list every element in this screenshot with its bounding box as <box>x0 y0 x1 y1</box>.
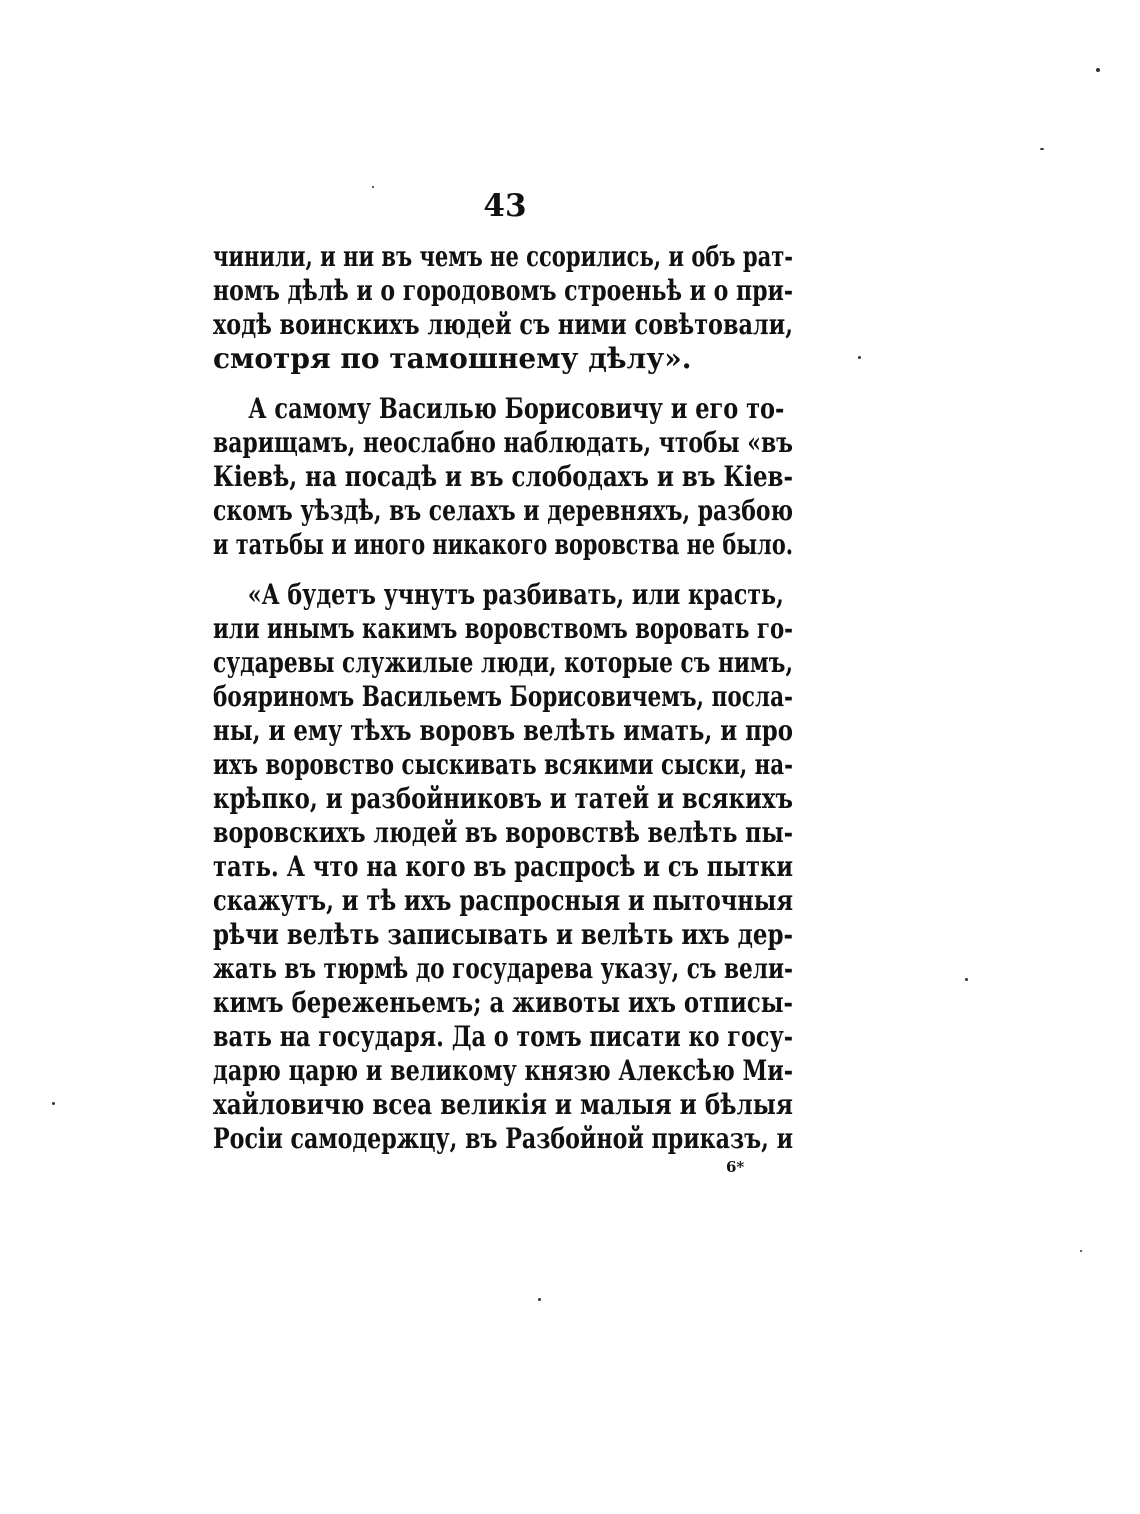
scan-speck <box>538 1298 541 1301</box>
paragraph <box>213 578 793 1156</box>
text-line: кимъ береженьемъ; а животы ихъ отписы- <box>213 986 793 1019</box>
paragraph <box>213 392 793 562</box>
text-line: дарю царю и великому князю Алексѣю Ми- <box>213 1054 793 1087</box>
scan-speck <box>1080 1250 1082 1252</box>
text-line: чинили, и ни въ чемъ не ссорились, и объ рат- <box>213 240 793 273</box>
text-line: ходѣ воинскихъ людей съ ними совѣтовали, <box>213 308 793 341</box>
text-line: ихъ воровство сыскивать всякими сыски, на- <box>213 748 793 781</box>
scan-speck <box>965 978 968 981</box>
text-line: тать. А что на кого въ распросѣ и съ пытки <box>213 850 793 883</box>
text-line: воровскихъ людей въ воровствѣ велѣть пы- <box>213 816 793 849</box>
text-line: Росіи самодержцу, въ Разбойной приказъ, и <box>213 1122 793 1155</box>
text-line: ны, и ему тѣхъ воровъ велѣть имать, и про <box>213 714 793 747</box>
page-number: 43 <box>483 188 527 224</box>
text-line: Кіевѣ, на посадѣ и въ слободахъ и въ Кіев- <box>213 460 793 493</box>
text-line: смотря по тамошнему дѣлу». <box>213 342 692 375</box>
scan-speck <box>858 356 861 359</box>
scan-speck <box>1096 68 1100 72</box>
text-line: сударевы служилые люди, которые съ нимъ, <box>213 646 793 679</box>
scan-speck <box>372 186 374 188</box>
printer-signature-mark: 6* <box>726 1158 745 1176</box>
body-text <box>213 240 793 1156</box>
text-line: жать въ тюрмѣ до государева указу, съ вели- <box>213 952 793 985</box>
text-line: номъ дѣлѣ и о городовомъ строеньѣ и о при- <box>213 274 793 307</box>
text-line: скомъ уѣздѣ, въ селахъ и деревняхъ, разбою <box>213 494 793 527</box>
text-line: «А будетъ учнутъ разбивать, или красть, <box>247 578 784 611</box>
text-line: бояриномъ Васильемъ Борисовичемъ, посла- <box>213 680 793 713</box>
text-line: рѣчи велѣть записывать и велѣть ихъ дер- <box>213 918 793 951</box>
text-line: или инымъ какимъ воровствомъ воровать го- <box>213 612 793 645</box>
text-line: вать на государя. Да о томъ писати ко госу- <box>213 1020 793 1053</box>
text-line: хайловичю всеа великія и малыя и бѣлыя <box>213 1088 793 1121</box>
text-line: и татьбы и иного никакого воровства не было. <box>213 528 793 561</box>
text-line: варищамъ, неослабно наблюдать, чтобы «въ <box>213 426 793 459</box>
text-line: крѣпко, и разбойниковъ и татей и всякихъ <box>213 782 793 815</box>
scan-speck <box>52 1102 55 1105</box>
text-line: скажутъ, и тѣ ихъ распросныя и пыточныя <box>213 884 793 917</box>
paragraph <box>213 240 793 376</box>
text-line: А самому Василью Борисовичу и его то- <box>248 392 785 425</box>
scan-speck <box>1040 148 1044 150</box>
